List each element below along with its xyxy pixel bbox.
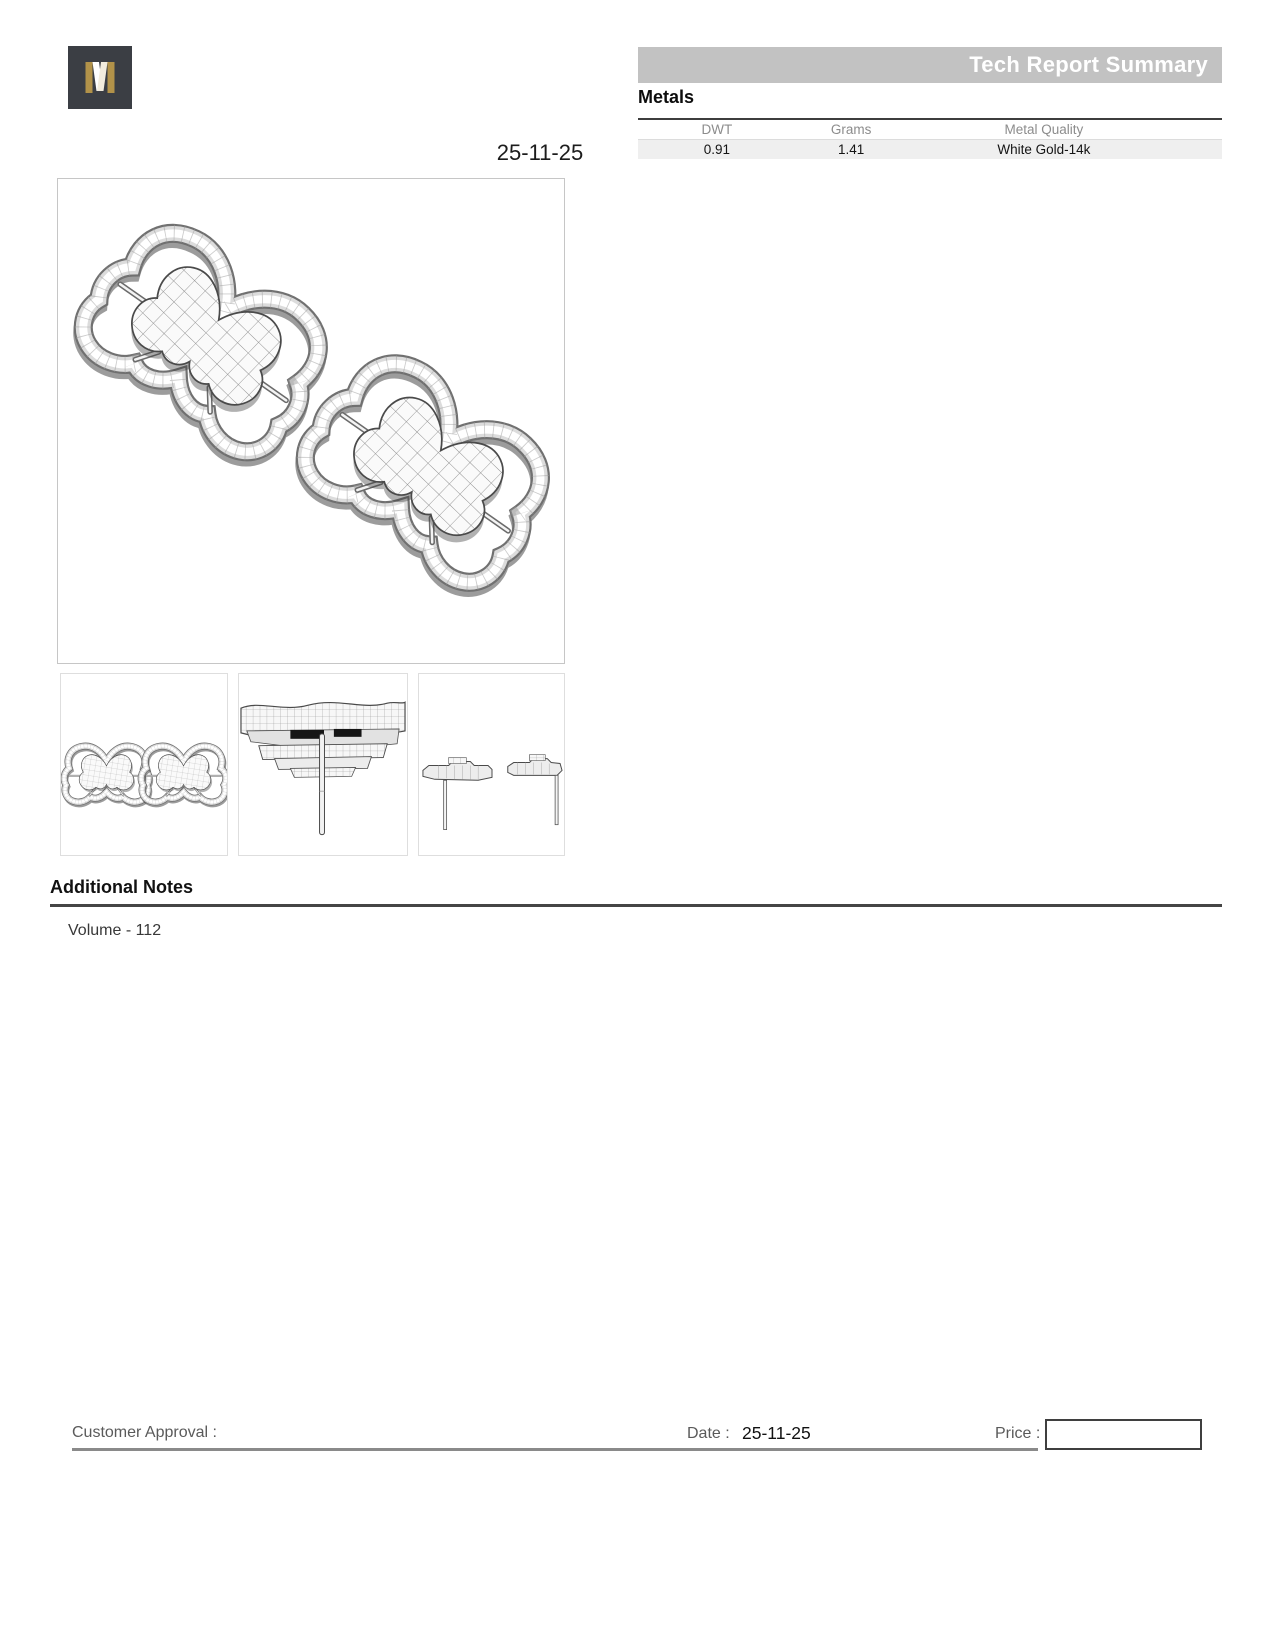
price-input[interactable] [1045,1419,1202,1450]
signature-line [72,1448,1038,1451]
additional-notes-title: Additional Notes [50,877,193,897]
column-header-metal-quality: Metal Quality [1004,122,1084,137]
thumb-side-view [418,673,565,856]
metals-section-title: Metals [638,87,695,107]
note-volume: Volume - 112 [68,922,162,939]
footer-date-value: 25-11-25 [742,1423,811,1443]
brand-logo [68,46,132,109]
column-header-grams: Grams [830,122,872,137]
design-date: 25-11-25 [496,140,584,165]
main-render-box [57,178,565,664]
thumb-front-view [60,673,228,856]
thumb-bottom-view [238,673,408,856]
butterfly-bottom-view-render [239,674,407,855]
footer-price-label: Price : [995,1425,1041,1442]
additional-notes-divider [50,904,1222,907]
butterfly-earrings-render [58,179,564,663]
grams-value: 1.41 [838,142,865,157]
dwt-value: 0.91 [703,142,730,157]
column-header-dwt: DWT [701,122,733,137]
customer-approval-label: Customer Approval : [72,1424,217,1441]
butterflies-side-view-render [419,674,564,855]
footer-date-label: Date : [687,1425,730,1442]
table-row [638,140,1222,159]
metals-table [638,118,1222,159]
page-title: Tech Report Summary [969,52,1208,77]
butterflies-front-view-render [61,674,227,855]
brand-logo-m-icon [68,46,132,109]
metal-quality-value: White Gold-14k [997,142,1091,157]
metals-table-header-row [638,120,1222,140]
report-title-bar [638,47,1222,83]
